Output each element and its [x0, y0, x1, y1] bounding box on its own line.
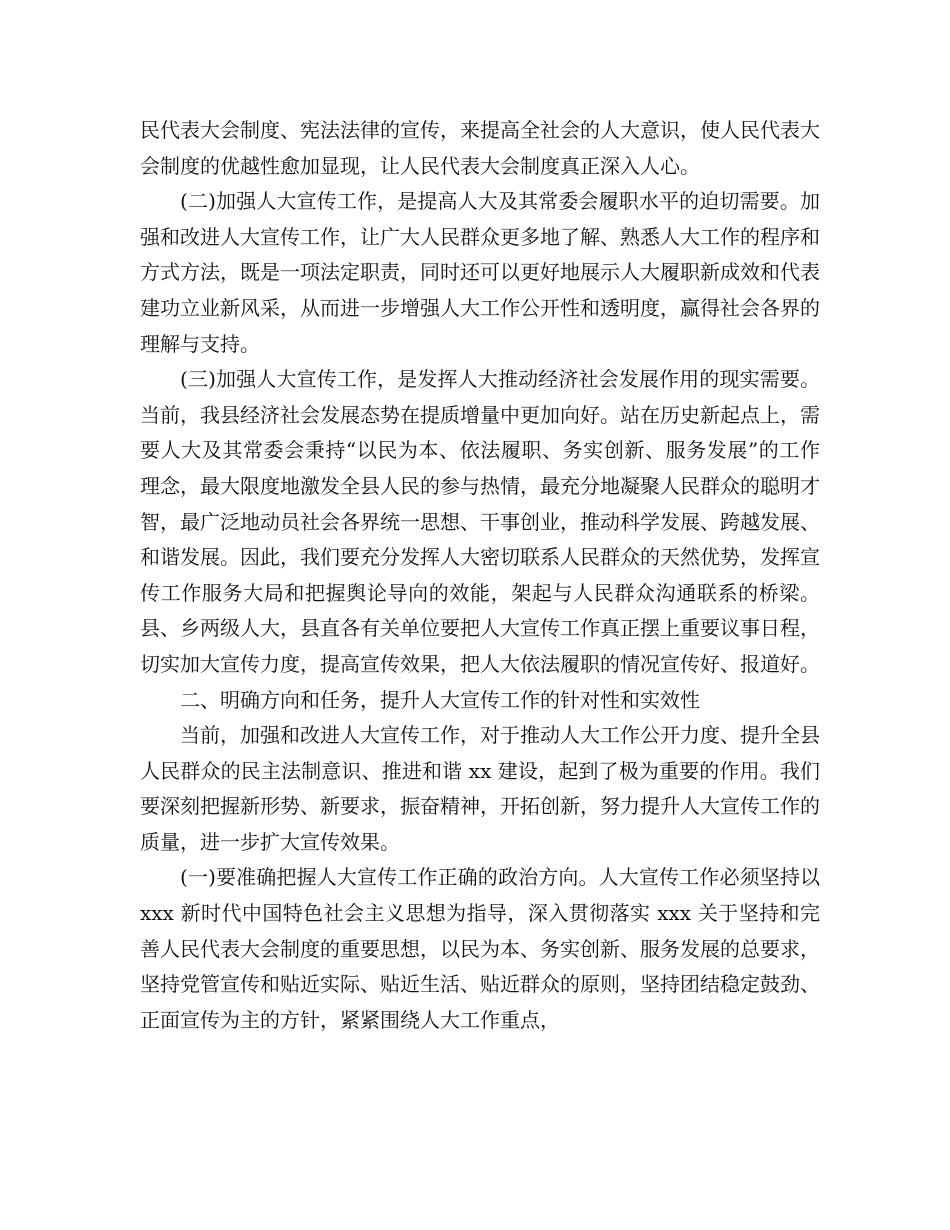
paragraph: 当前，加强和改进人大宣传工作，对于推动人大工作公开力度、提升全县人民群众的民主法制意识、推进和谐 xx 建设，起到了极为重要的作用。我们要深刻把握新形势、新要求，振奋精神，开拓创新，努力提升人大宣传工作的质量，进一步扩大宣传效果。 — [140, 723, 820, 854]
document-body — [140, 113, 820, 1038]
paragraph: 民代表大会制度、宪法法律的宣传，来提高全社会的人大意识，使人民代表大会制度的优越性愈加显现，让人民代表大会制度真正深入人心。 — [140, 118, 820, 178]
paragraph: (二)加强人大宣传工作，是提高人大及其常委会履职水平的迫切需要。加强和改进人大宣传工作，让广大人民群众更多地了解、熟悉人大工作的程序和方式方法，既是一项法定职责，同时还可以更好地展示人大履职新成效和代表建功立业新风采，从而进一步增强人大工作公开性和透明度，赢得社会各界的理解与支持。 — [140, 189, 820, 356]
paragraph: (三)加强人大宣传工作，是发挥人大推动经济社会发展作用的现实需要。当前，我县经济社会发展态势在提质增量中更加向好。站在历史新起点上，需要人大及其常委会秉持“以民为本、依法履职、务实创新、服务发展”的工作理念，最大限度地激发全县人民的参与热情，最充分地凝聚人民群众的聪明才智，最广泛地动员社会各界统一思想、干事创业，推动科学发展、跨越发展、和谐发展。因此，我们要充分发挥人大密切联系人民群众的天然优势，发挥宣传工作服务大局和把握舆论导向的效能，架起与人民群众沟通联系的桥梁。县、乡两级人大，县直各有关单位要把人大宣传工作真正摆上重要议事日程，切实加大宣传力度，提高宣传效果，把人大依法履职的情况宣传好、报道好。 — [140, 367, 820, 676]
section-heading: 二、明确方向和任务，提升人大宣传工作的针对性和实效性 — [180, 687, 700, 712]
paragraph: (一)要准确把握人大宣传工作正确的政治方向。人大宣传工作必须坚持以 xxx 新时代中国特色社会主义思想为指导，深入贯彻落实 xxx 关于坚持和完善人民代表大会制度的重要思想，以民为本、务实创新、服务发展的总要求，坚持党管宣传和贴近实际、贴近生活、贴近群众的原则，坚持团结稳定鼓劲、正面宣传为主的方针，紧紧围绕人大工作重点， — [140, 865, 820, 1032]
